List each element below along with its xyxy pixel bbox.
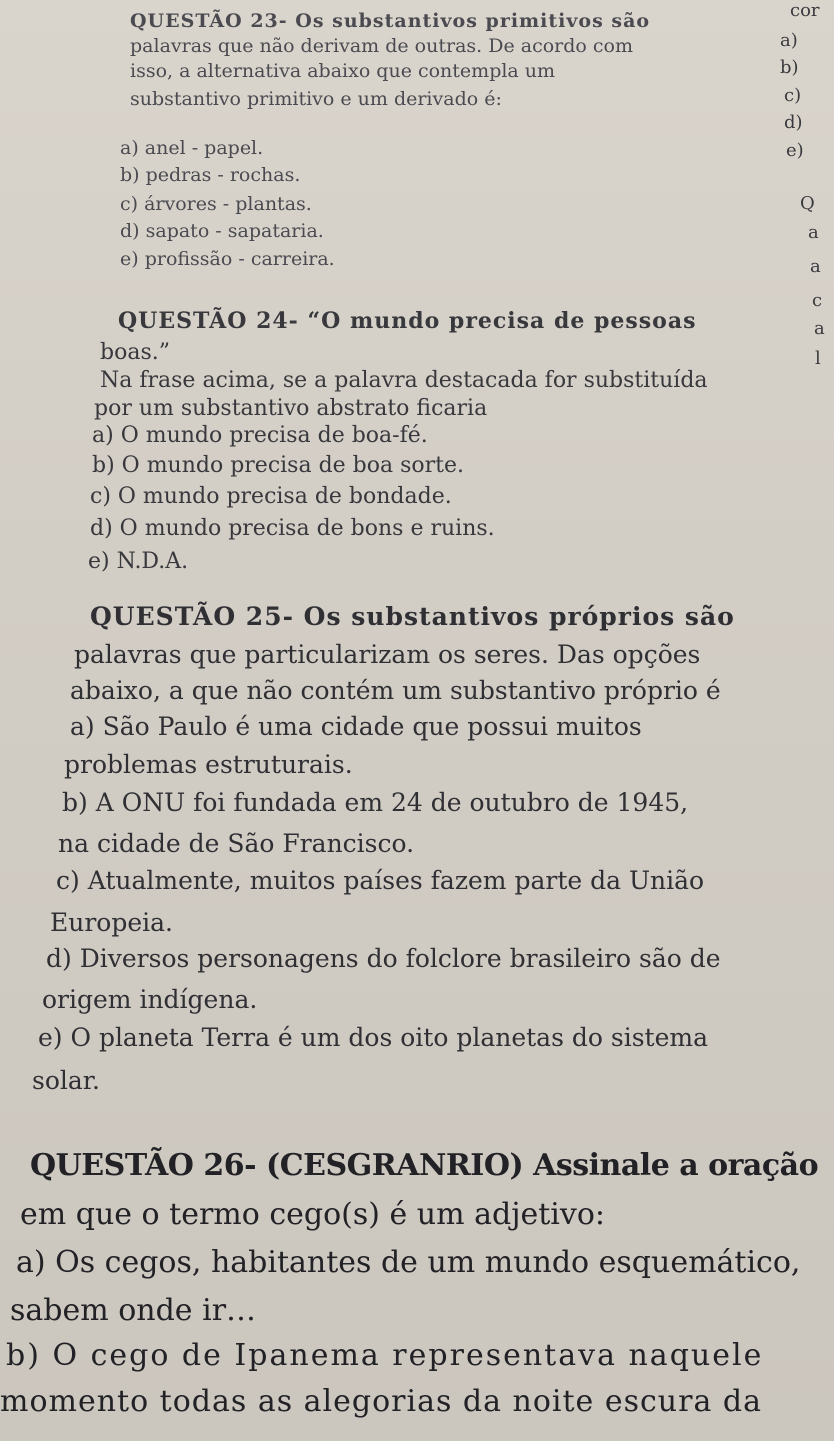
q25-text-line: palavras que particularizam os seres. Das opções: [74, 640, 701, 669]
q25-option-b: b) A ONU foi fundada em 24 de outubro de 1945,: [62, 788, 689, 817]
q26-option-a: a) Os cegos, habitantes de um mundo esquemático,: [16, 1245, 801, 1280]
q24-option-a: a) O mundo precisa de boa-fé.: [92, 423, 428, 448]
q25-option-a: a) São Paulo é uma cidade que possui muitos: [70, 712, 642, 741]
q24-option-e: e) N.D.A.: [88, 549, 189, 574]
q23-option-a: a) anel - papel.: [120, 137, 264, 159]
margin-fragment: a: [808, 222, 819, 243]
q24-option-b: b) O mundo precisa de boa sorte.: [92, 453, 465, 478]
q25-option-b-cont: na cidade de São Francisco.: [58, 829, 415, 858]
margin-fragment: cor: [790, 0, 820, 21]
margin-fragment: c: [812, 290, 823, 311]
q25-text-line: abaixo, a que não contém um substantivo próprio é: [70, 676, 721, 705]
q25-title-line: QUESTÃO 25- Os substantivos próprios são: [90, 602, 735, 631]
q24-option-d: d) O mundo precisa de bons e ruins.: [90, 516, 495, 541]
q23-text-line: isso, a alternativa abaixo que contempla um: [130, 60, 556, 82]
q26-text-line: em que o termo cego(s) é um adjetivo:: [20, 1197, 606, 1232]
q25-option-d-cont: origem indígena.: [42, 985, 258, 1014]
q24-option-c: c) O mundo precisa de bondade.: [90, 484, 452, 509]
q26-option-b: b) O cego de Ipanema representava naquele: [6, 1338, 764, 1373]
q25-option-e-cont: solar.: [32, 1066, 100, 1095]
margin-fragment: e): [786, 140, 804, 161]
q25-option-e: e) O planeta Terra é um dos oito planetas do sistema: [38, 1023, 708, 1052]
q26-option-a-cont: sabem onde ir…: [10, 1293, 257, 1328]
margin-fragment: b): [780, 57, 799, 78]
q23-option-e: e) profissão - carreira.: [120, 248, 335, 270]
margin-fragment: Q: [800, 193, 815, 214]
q23-option-c: c) árvores - plantas.: [120, 193, 312, 215]
margin-fragment: a): [780, 30, 798, 51]
q24-text-line: Na frase acima, se a palavra destacada for substituída: [100, 368, 708, 393]
q25-option-c-cont: Europeia.: [50, 908, 173, 937]
margin-fragment: c): [784, 85, 802, 106]
margin-fragment: d): [784, 112, 803, 133]
q25-option-a-cont: problemas estruturais.: [64, 750, 353, 779]
q26-option-b-cont: momento todas as alegorias da noite escura da: [0, 1384, 762, 1419]
margin-fragment: a: [810, 256, 821, 277]
q24-title-line: QUESTÃO 24- “O mundo precisa de pessoas: [118, 308, 697, 334]
q23-text-line: palavras que não derivam de outras. De acordo com: [130, 35, 633, 57]
q23-title-line: QUESTÃO 23- Os substantivos primitivos são: [130, 10, 651, 32]
q25-option-d: d) Diversos personagens do folclore brasileiro são de: [46, 944, 721, 973]
q25-option-c: c) Atualmente, muitos países fazem parte da União: [56, 866, 705, 895]
q26-title-line: QUESTÃO 26- (CESGRANRIO) Assinale a oração: [30, 1148, 819, 1183]
margin-fragment: l: [815, 348, 821, 369]
q23-option-b: b) pedras - rochas.: [120, 164, 301, 186]
margin-fragment: a: [814, 318, 825, 339]
q23-option-d: d) sapato - sapataria.: [120, 220, 324, 242]
q24-text-line: por um substantivo abstrato ficaria: [94, 396, 488, 421]
q23-text-line: substantivo primitivo e um derivado é:: [130, 88, 502, 110]
q24-text-line: boas.”: [100, 340, 170, 365]
